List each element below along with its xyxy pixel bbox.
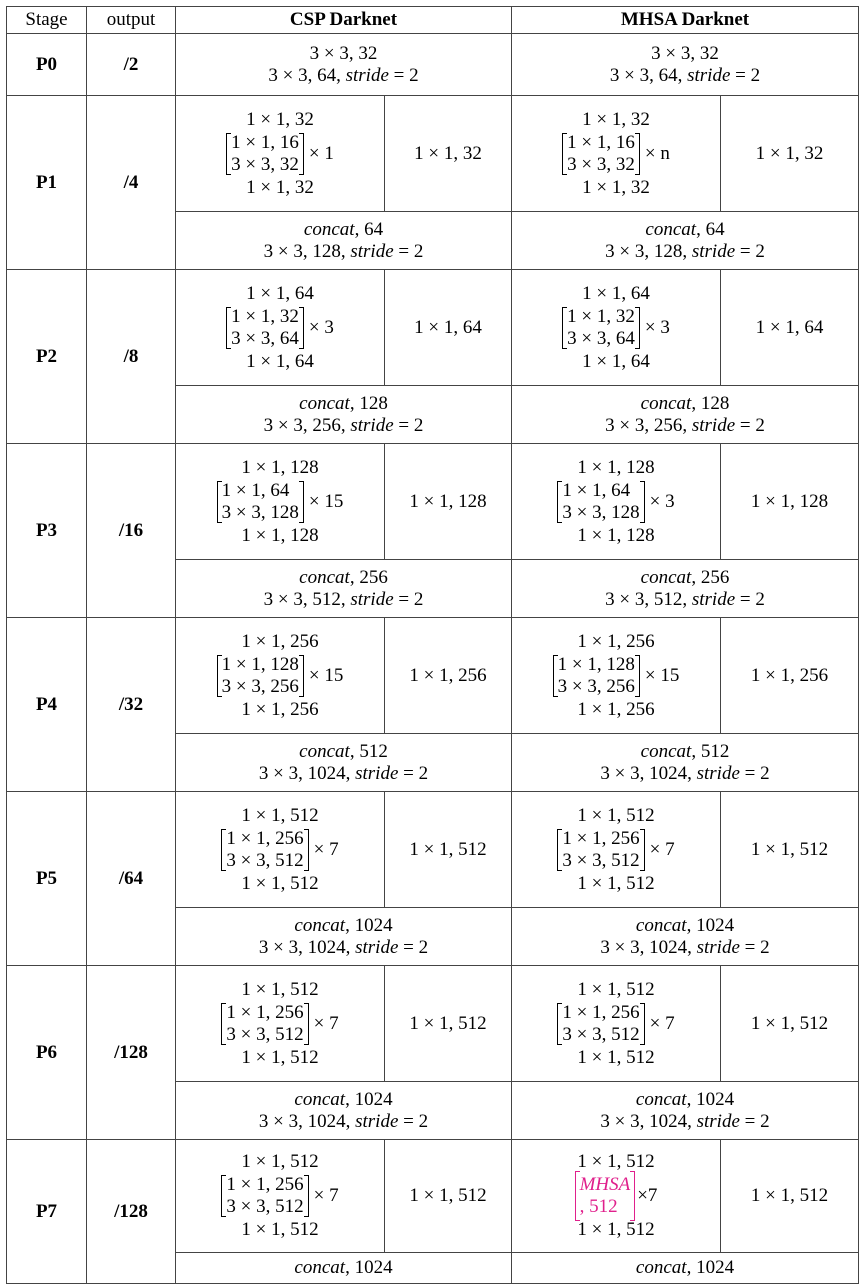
bracket-matrix: 1 × 1, 256 3 × 3, 512 <box>221 1002 308 1046</box>
csp-stem-conv1: 3 × 3, 32 <box>309 42 378 64</box>
downsample-line: 3 × 3, 256, stride = 2 <box>263 414 424 436</box>
csp-concat-cell <box>176 1082 512 1140</box>
output-cell: /2 <box>87 34 176 96</box>
bracket-matrix: 1 × 1, 256 3 × 3, 512 <box>221 828 308 872</box>
bracket-matrix: 1 × 1, 32 3 × 3, 64 <box>226 306 304 350</box>
block-bottom-conv: 1 × 1, 512 <box>241 1219 319 1240</box>
concat-line: concat, 1024 <box>635 1088 735 1110</box>
mhsa-bracket: MHSA , 512 <box>575 1174 636 1218</box>
concat-line: concat, 512 <box>299 740 388 762</box>
concat-line: concat, 256 <box>640 566 730 588</box>
mhsa-concat-cell: concat, 1024 <box>512 1253 859 1284</box>
block-repeat <box>226 306 334 350</box>
block-repeat <box>221 1174 338 1218</box>
bracket-matrix: 1 × 1, 256 3 × 3, 512 <box>557 1002 644 1046</box>
stage-cell: P4 <box>7 618 87 792</box>
csp-stem-cell <box>176 34 512 96</box>
csp-side-cell: 1 × 1, 32 <box>385 96 512 212</box>
architecture-table <box>6 6 859 1284</box>
mhsa-block-cell <box>512 966 721 1082</box>
csp-block-cell <box>176 1140 385 1253</box>
repeat-count: × 15 <box>308 664 344 686</box>
repeat-count: × n <box>644 142 670 164</box>
mhsa-block-cell <box>512 618 721 734</box>
table-row <box>7 792 859 908</box>
csp-concat-cell <box>176 386 512 444</box>
table-row <box>7 618 859 734</box>
block-top-conv: 1 × 1, 64 <box>582 282 650 304</box>
stage-cell: P2 <box>7 270 87 444</box>
block-repeat <box>553 654 680 698</box>
concat-line: concat, 128 <box>299 392 388 414</box>
csp-side-cell: 1 × 1, 64 <box>385 270 512 386</box>
mhsa-block-cell <box>512 270 721 386</box>
block-bottom-conv: 1 × 1, 128 <box>241 524 319 546</box>
header-mhsa-darknet: MHSA Darknet <box>512 7 859 34</box>
csp-stem-conv2: 3 × 3, 64, stride = 2 <box>268 64 419 86</box>
table-row <box>7 444 859 560</box>
downsample-line: 3 × 3, 1024, stride = 2 <box>258 936 429 958</box>
csp-side-cell: 1 × 1, 512 <box>385 792 512 908</box>
mhsa-side-cell: 1 × 1, 512 <box>721 792 859 908</box>
mhsa-concat-cell <box>512 560 859 618</box>
bracket-matrix: 1 × 1, 128 3 × 3, 256 <box>553 654 640 698</box>
csp-concat-cell: concat, 1024 <box>176 1253 512 1284</box>
mhsa-block-cell <box>512 96 721 212</box>
block-top-conv: 1 × 1, 32 <box>582 108 650 130</box>
csp-concat-cell <box>176 212 512 270</box>
repeat-count: × 7 <box>313 838 339 860</box>
block-bottom-conv: 1 × 1, 32 <box>246 176 314 198</box>
repeat-count: × 7 <box>649 838 675 860</box>
block-repeat <box>562 306 670 350</box>
output-cell: /8 <box>87 270 176 444</box>
concat-line: concat, 64 <box>303 218 384 240</box>
bracket-matrix: 1 × 1, 256 3 × 3, 512 <box>557 828 644 872</box>
mhsa-side-cell: 1 × 1, 256 <box>721 618 859 734</box>
csp-block-cell <box>176 618 385 734</box>
block-top-conv: 1 × 1, 512 <box>577 978 655 1000</box>
block-bottom-conv: 1 × 1, 512 <box>577 1219 655 1240</box>
downsample-line: 3 × 3, 1024, stride = 2 <box>258 762 429 784</box>
repeat-count: × 15 <box>308 490 344 512</box>
table-row <box>7 34 859 96</box>
concat-line: concat, 1024 <box>294 1088 393 1110</box>
mhsa-concat-cell <box>512 1082 859 1140</box>
stage-cell: P5 <box>7 792 87 966</box>
block-repeat <box>221 1002 338 1046</box>
bracket-matrix: 1 × 1, 256 3 × 3, 512 <box>221 1174 308 1218</box>
block-repeat <box>557 480 674 524</box>
bracket-matrix: 1 × 1, 128 3 × 3, 256 <box>217 654 304 698</box>
output-cell: /16 <box>87 444 176 618</box>
output-cell: /32 <box>87 618 176 792</box>
downsample-line: 3 × 3, 512, stride = 2 <box>263 588 424 610</box>
bracket-matrix: 1 × 1, 16 3 × 3, 32 <box>226 132 304 176</box>
csp-side-cell: 1 × 1, 512 <box>385 1140 512 1253</box>
block-top-conv: 1 × 1, 512 <box>241 1151 319 1172</box>
mhsa-concat-cell <box>512 386 859 444</box>
block-top-conv: 1 × 1, 512 <box>241 978 319 1000</box>
block-top-conv: 1 × 1, 256 <box>241 630 319 652</box>
mhsa-side-cell: 1 × 1, 512 <box>721 1140 859 1253</box>
block-bottom-conv: 1 × 1, 128 <box>577 524 655 546</box>
block-repeat <box>562 132 670 176</box>
mhsa-stem-conv2: 3 × 3, 64, stride = 2 <box>609 64 761 86</box>
table-row <box>7 270 859 386</box>
concat-line: concat, 1024 <box>635 914 735 936</box>
block-repeat <box>217 480 344 524</box>
downsample-line: 3 × 3, 1024, stride = 2 <box>600 762 770 784</box>
csp-concat-cell <box>176 734 512 792</box>
stage-cell: P6 <box>7 966 87 1140</box>
csp-block-cell <box>176 966 385 1082</box>
csp-block-cell <box>176 792 385 908</box>
downsample-line: 3 × 3, 256, stride = 2 <box>605 414 765 436</box>
block-bottom-conv: 1 × 1, 256 <box>577 698 655 720</box>
downsample-line: 3 × 3, 1024, stride = 2 <box>600 936 770 958</box>
block-bottom-conv: 1 × 1, 64 <box>582 350 650 372</box>
concat-line: concat, 256 <box>299 566 388 588</box>
mhsa-repeat <box>575 1174 658 1218</box>
bracket-matrix: 1 × 1, 32 3 × 3, 64 <box>562 306 640 350</box>
bracket-matrix: 1 × 1, 64 3 × 3, 128 <box>557 480 644 524</box>
repeat-count: × 3 <box>649 490 675 512</box>
header-csp-darknet: CSP Darknet <box>176 7 512 34</box>
stage-cell: P1 <box>7 96 87 270</box>
downsample-line: 3 × 3, 1024, stride = 2 <box>600 1110 770 1132</box>
concat-line: concat, 1024 <box>294 914 393 936</box>
repeat-count: × 7 <box>313 1185 339 1206</box>
block-repeat <box>217 654 344 698</box>
repeat-count: × 15 <box>644 664 680 686</box>
header-row <box>7 7 859 34</box>
block-bottom-conv: 1 × 1, 512 <box>241 872 319 894</box>
csp-block-cell <box>176 444 385 560</box>
mhsa-concat-cell <box>512 908 859 966</box>
block-repeat <box>557 828 674 872</box>
downsample-line: 3 × 3, 128, stride = 2 <box>263 240 424 262</box>
csp-concat-cell <box>176 908 512 966</box>
output-cell: /4 <box>87 96 176 270</box>
block-repeat <box>557 1002 674 1046</box>
output-cell: /128 <box>87 966 176 1140</box>
block-bottom-conv: 1 × 1, 512 <box>577 1046 655 1068</box>
block-top-conv: 1 × 1, 32 <box>246 108 314 130</box>
mhsa-concat-cell <box>512 734 859 792</box>
concat-line: concat, 64 <box>645 218 725 240</box>
mhsa-side-cell: 1 × 1, 128 <box>721 444 859 560</box>
block-bottom-conv: 1 × 1, 64 <box>246 350 314 372</box>
stage-cell: P7 <box>7 1140 87 1284</box>
csp-side-cell: 1 × 1, 512 <box>385 966 512 1082</box>
block-repeat <box>221 828 338 872</box>
mhsa-block-cell <box>512 792 721 908</box>
csp-block-cell <box>176 96 385 212</box>
csp-concat-cell <box>176 560 512 618</box>
mhsa-stem-conv1: 3 × 3, 32 <box>651 42 719 64</box>
downsample-line: 3 × 3, 1024, stride = 2 <box>258 1110 429 1132</box>
block-top-conv: 1 × 1, 512 <box>577 804 655 826</box>
block-top-conv: 1 × 1, 256 <box>577 630 655 652</box>
header-stage: Stage <box>7 7 87 34</box>
output-cell: /64 <box>87 792 176 966</box>
concat-line: concat, 512 <box>640 740 730 762</box>
repeat-count: × 7 <box>649 1012 675 1034</box>
block-top-conv: 1 × 1, 512 <box>577 1151 655 1172</box>
repeat-count: × 3 <box>644 316 670 338</box>
block-bottom-conv: 1 × 1, 512 <box>577 872 655 894</box>
mhsa-side-cell: 1 × 1, 512 <box>721 966 859 1082</box>
table-row <box>7 1140 859 1253</box>
table-row <box>7 96 859 212</box>
mhsa-concat-cell <box>512 212 859 270</box>
mhsa-side-cell: 1 × 1, 32 <box>721 96 859 212</box>
block-bottom-conv: 1 × 1, 256 <box>241 698 319 720</box>
downsample-line: 3 × 3, 512, stride = 2 <box>605 588 765 610</box>
output-cell: /128 <box>87 1140 176 1284</box>
csp-side-cell: 1 × 1, 128 <box>385 444 512 560</box>
header-output: output <box>87 7 176 34</box>
mhsa-block-cell <box>512 444 721 560</box>
csp-side-cell: 1 × 1, 256 <box>385 618 512 734</box>
block-bottom-conv: 1 × 1, 512 <box>241 1046 319 1068</box>
repeat-count: × 7 <box>313 1012 339 1034</box>
block-top-conv: 1 × 1, 512 <box>241 804 319 826</box>
repeat-count: × 3 <box>308 316 334 338</box>
repeat-count: × 1 <box>308 142 334 164</box>
mhsa-side-cell: 1 × 1, 64 <box>721 270 859 386</box>
stage-cell: P0 <box>7 34 87 96</box>
downsample-line: 3 × 3, 128, stride = 2 <box>605 240 765 262</box>
stage-cell: P3 <box>7 444 87 618</box>
block-repeat <box>226 132 334 176</box>
repeat-count: ×7 <box>637 1185 658 1206</box>
block-top-conv: 1 × 1, 64 <box>246 282 314 304</box>
bracket-matrix: 1 × 1, 16 3 × 3, 32 <box>562 132 640 176</box>
concat-line: concat, 128 <box>640 392 730 414</box>
block-top-conv: 1 × 1, 128 <box>241 456 319 478</box>
csp-block-cell <box>176 270 385 386</box>
bracket-matrix: 1 × 1, 64 3 × 3, 128 <box>217 480 304 524</box>
block-bottom-conv: 1 × 1, 32 <box>582 176 650 198</box>
mhsa-block-cell <box>512 1140 721 1253</box>
mhsa-stem-cell <box>512 34 859 96</box>
table-row <box>7 966 859 1082</box>
block-top-conv: 1 × 1, 128 <box>577 456 655 478</box>
